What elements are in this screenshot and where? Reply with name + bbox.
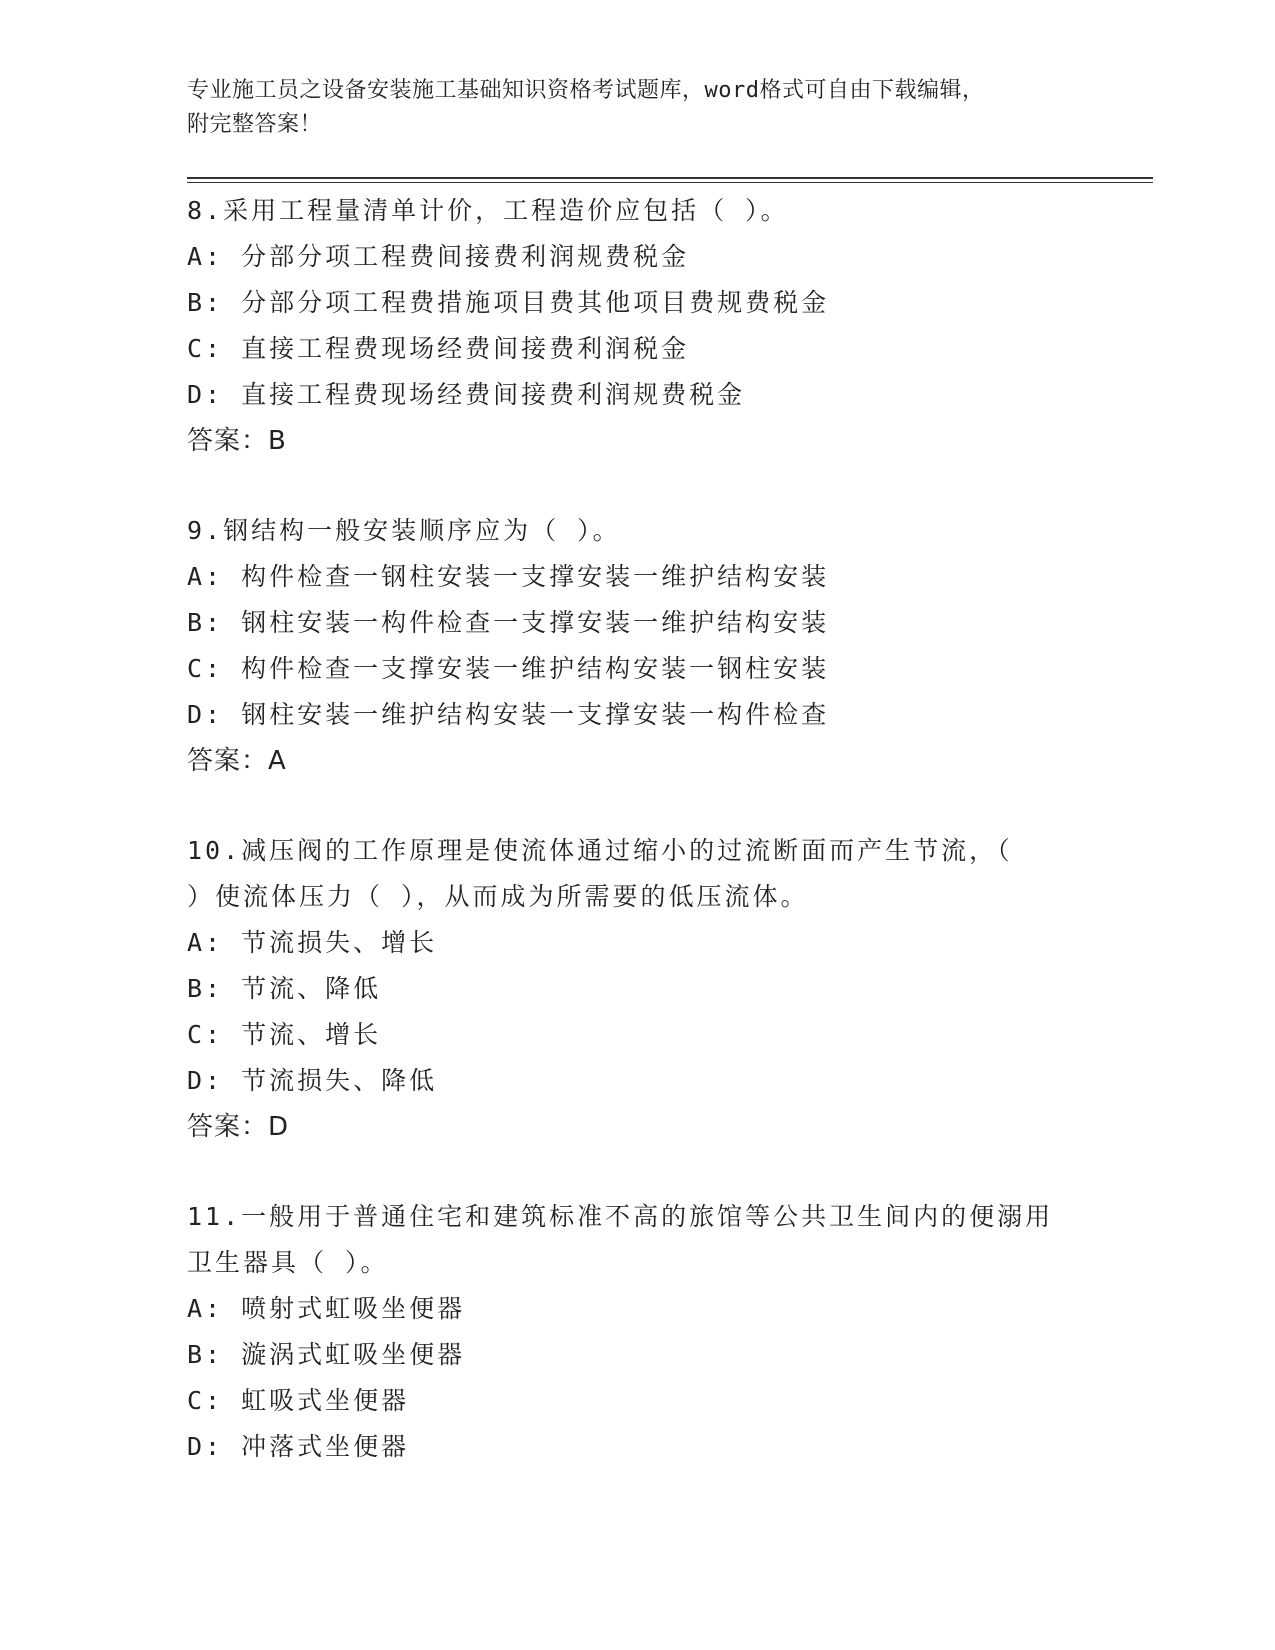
option-d: D: 钢柱安装一维护结构安装一支撑安装一构件检查 xyxy=(187,700,830,729)
document-header xyxy=(187,74,1067,142)
option-d: D: 节流损失、降低 xyxy=(187,1066,438,1095)
option-a: A: 节流损失、增长 xyxy=(187,928,438,957)
option-d: D: 直接工程费现场经费间接费利润规费税金 xyxy=(187,380,746,409)
question-9 xyxy=(187,508,1087,784)
question-text-line-1: 11.一般用于普通住宅和建筑标准不高的旅馆等公共卫生间内的便溺用 xyxy=(187,1202,1054,1231)
option-c: C: 节流、增长 xyxy=(187,1020,382,1049)
question-text-line-2: 卫生器具（ ）。 xyxy=(187,1248,389,1277)
question-text-line-1: 10.减压阀的工作原理是使流体通过缩小的过流断面而产生节流，（ xyxy=(187,836,1013,865)
question-text: 9.钢结构一般安装顺序应为（ ）。 xyxy=(187,516,621,545)
question-10 xyxy=(187,828,1087,1150)
option-c: C: 构件检查一支撑安装一维护结构安装一钢柱安装 xyxy=(187,654,830,683)
header-divider-thick xyxy=(187,177,1153,179)
answer-text: 答案：B xyxy=(187,426,287,456)
question-11 xyxy=(187,1194,1087,1470)
option-b: B: 钢柱安装一构件检查一支撑安装一维护结构安装 xyxy=(187,608,830,637)
header-line-1: 专业施工员之设备安装施工基础知识资格考试题库，word格式可自由下载编辑， xyxy=(187,78,985,103)
question-list xyxy=(187,188,1087,1514)
option-c: C: 直接工程费现场经费间接费利润税金 xyxy=(187,334,690,363)
option-d: D: 冲落式坐便器 xyxy=(187,1432,410,1461)
option-a: A: 喷射式虹吸坐便器 xyxy=(187,1294,466,1323)
question-text: 8.采用工程量清单计价，工程造价应包括（ ）。 xyxy=(187,196,789,225)
option-b: B: 分部分项工程费措施项目费其他项目费规费税金 xyxy=(187,288,830,317)
answer-text: 答案：A xyxy=(187,746,287,776)
option-b: B: 节流、降低 xyxy=(187,974,382,1003)
option-a: A: 分部分项工程费间接费利润规费税金 xyxy=(187,242,690,271)
option-a: A: 构件检查一钢柱安装一支撑安装一维护结构安装 xyxy=(187,562,830,591)
option-c: C: 虹吸式坐便器 xyxy=(187,1386,410,1415)
header-line-2: 附完整答案！ xyxy=(187,112,323,137)
option-b: B: 漩涡式虹吸坐便器 xyxy=(187,1340,466,1369)
question-text-line-2: ）使流体压力（ ），从而成为所需要的低压流体。 xyxy=(187,882,809,911)
question-8 xyxy=(187,188,1087,464)
answer-text: 答案：D xyxy=(187,1112,290,1142)
header-divider-thin xyxy=(187,182,1153,183)
